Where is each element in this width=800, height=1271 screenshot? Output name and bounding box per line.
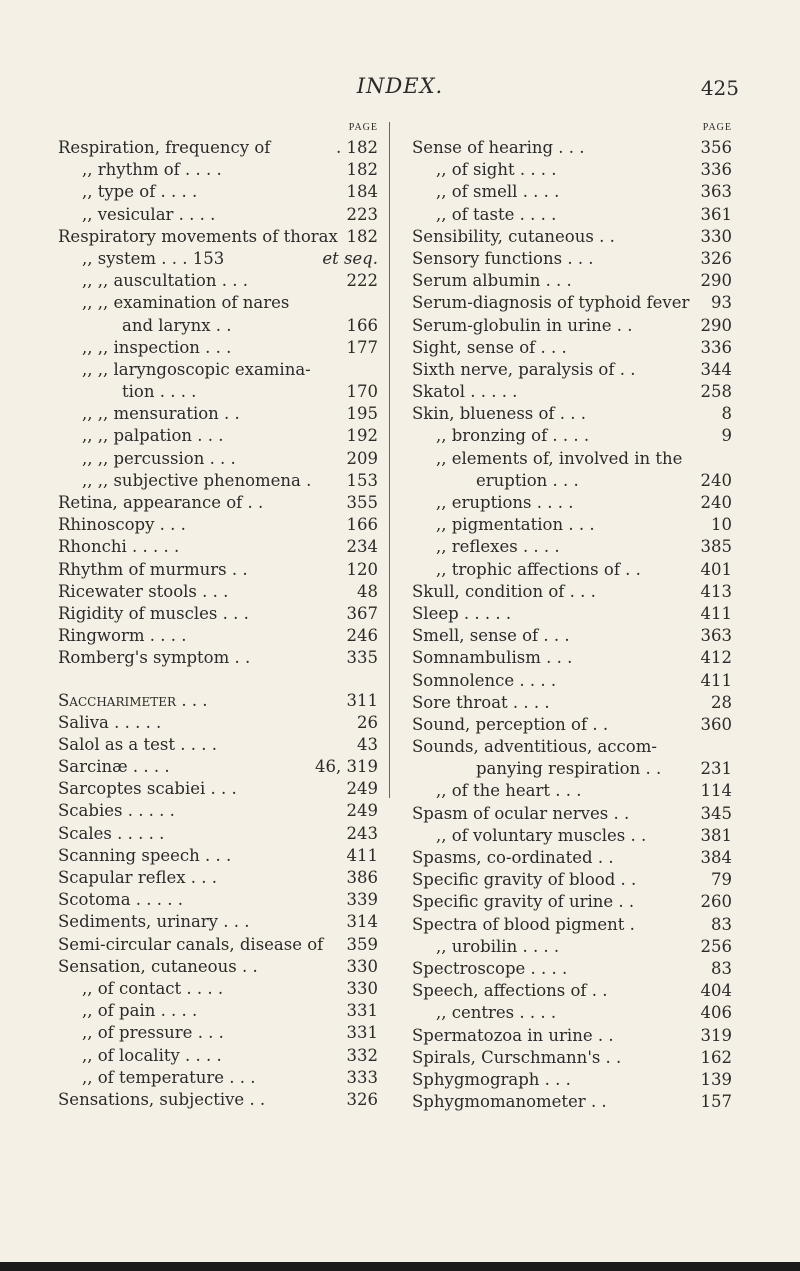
entry-page: 290 [700, 315, 732, 335]
entry-term: ,, ,, percussion . . . [82, 448, 236, 468]
index-entry [412, 536, 732, 558]
index-entry [58, 204, 378, 226]
entry-term: ,, ,, auscultation . . . [82, 271, 248, 291]
entry-page: 166 [346, 315, 378, 335]
entry-page: 331 [346, 1001, 378, 1021]
entry-page: 231 [700, 759, 732, 779]
index-entry [412, 914, 732, 936]
index-entry [58, 381, 378, 403]
column-divider [389, 122, 390, 798]
entry-page: 157 [700, 1092, 732, 1112]
entry-term: Sensation, cutaneous . . [58, 956, 258, 976]
index-entry [58, 248, 378, 270]
entry-page: 411 [700, 670, 732, 690]
index-entry [412, 581, 732, 603]
entry-page: 411 [346, 845, 378, 865]
index-entry [58, 403, 378, 425]
index-entry [412, 448, 732, 470]
entry-page: 381 [700, 825, 732, 845]
entry-page: 258 [700, 382, 732, 402]
entry-page: 184 [346, 182, 378, 202]
entry-term: ,, of pain . . . . [82, 1001, 198, 1021]
index-entry [412, 692, 732, 714]
entry-term: ,, ,, laryngoscopic examina- [82, 359, 311, 379]
index-entry [412, 226, 732, 248]
index-entry [412, 625, 732, 647]
entry-page: 222 [346, 271, 378, 291]
index-entry [412, 270, 732, 292]
entry-term: ,, of sight . . . . [436, 160, 557, 180]
entry-term: Sixth nerve, paralysis of . . [412, 359, 636, 379]
entry-page: 314 [346, 912, 378, 932]
index-entry [58, 889, 378, 911]
entry-page: 361 [700, 204, 732, 224]
entry-page: 43 [357, 734, 378, 754]
entry-term: Sore throat . . . . [412, 692, 550, 712]
index-entry [58, 292, 378, 314]
page-label: PAGE [348, 122, 378, 133]
entry-term: Sound, perception of . . [412, 714, 609, 734]
entry-page: 260 [700, 892, 732, 912]
entry-page: 223 [346, 204, 378, 224]
index-entry [412, 181, 732, 203]
entry-page: 177 [346, 337, 378, 357]
entry-term: ,, of pressure . . . [82, 1023, 224, 1043]
entry-term: Saccharimeter . . . [58, 690, 208, 710]
entry-page: 195 [346, 404, 378, 424]
entry-term: ,, ,, mensuration . . [82, 404, 240, 424]
index-entry [58, 934, 378, 956]
index-entry [412, 825, 732, 847]
entry-page: 166 [346, 515, 378, 535]
index-entry [58, 1045, 378, 1067]
entry-page: 355 [346, 493, 378, 512]
page-number: 425 [700, 76, 739, 100]
index-entry [412, 1025, 732, 1047]
entry-page: 336 [700, 160, 732, 180]
index-entry [412, 425, 732, 447]
entry-term: ,, vesicular . . . . [82, 204, 216, 224]
entry-page: 404 [700, 981, 732, 1001]
entry-page: 243 [346, 823, 378, 843]
entry-term: Sounds, adventitious, accom- [412, 737, 657, 757]
index-entry [58, 712, 378, 734]
index-entry [412, 1002, 732, 1024]
entries-list [58, 137, 378, 1111]
index-entry [58, 315, 378, 337]
entry-term: ,, ,, inspection . . . [82, 337, 232, 357]
entry-page: 120 [346, 559, 378, 579]
entry-term: Sarcinæ . . . . [58, 757, 170, 777]
entry-page: 333 [346, 1067, 378, 1087]
index-entry [58, 359, 378, 381]
entry-term: Serum-globulin in urine . . [412, 315, 633, 335]
index-entry [412, 248, 732, 270]
entry-page: 28 [711, 692, 732, 712]
entry-term: ,, bronzing of . . . . [436, 426, 590, 446]
entry-page: 48 [357, 581, 378, 601]
entry-term: ,, of contact . . . . [82, 978, 224, 998]
entry-term: Scapular reflex . . . [58, 868, 218, 887]
entry-term: Sensations, subjective . . [58, 1089, 266, 1109]
entry-term: Romberg's symptom . . [58, 648, 251, 668]
entry-page: 249 [346, 779, 378, 799]
entry-page: 209 [346, 448, 378, 468]
index-entry [58, 181, 378, 203]
entry-page: 356 [700, 138, 732, 157]
entry-page: 170 [346, 382, 378, 402]
entry-page: 256 [700, 936, 732, 956]
entry-term: Rhinoscopy . . . [58, 515, 186, 535]
entry-page: 249 [346, 801, 378, 821]
entry-term: Somnolence . . . . [412, 670, 557, 690]
index-entry [58, 448, 378, 470]
entry-page: 363 [700, 182, 732, 202]
index-entry [412, 1091, 732, 1113]
entry-term: ,, of temperature . . . [82, 1067, 256, 1087]
index-entry [412, 337, 732, 359]
entry-page: 339 [346, 890, 378, 910]
index-entry [412, 292, 732, 314]
entry-page: 9 [721, 426, 732, 446]
index-entry [58, 559, 378, 581]
index-entry [412, 470, 732, 492]
entry-page: 331 [346, 1023, 378, 1043]
entry-term: Skin, blueness of . . . [412, 404, 587, 424]
index-entry [412, 381, 732, 403]
index-entry [58, 625, 378, 647]
entry-term: ,, centres . . . . [436, 1003, 557, 1023]
entry-term: Scotoma . . . . . [58, 890, 183, 910]
entry-term: Sphygmomanometer . . [412, 1092, 607, 1112]
entry-page: 114 [700, 781, 732, 801]
entry-term: Smell, sense of . . . [412, 626, 570, 646]
entry-page: 406 [700, 1003, 732, 1023]
entry-page: 385 [700, 537, 732, 557]
entry-term: ,, reflexes . . . . [436, 537, 560, 557]
entry-page: 182 [346, 226, 378, 246]
entry-page: 319 [700, 1025, 732, 1045]
page-title: INDEX. [356, 74, 444, 98]
index-entry [58, 270, 378, 292]
entry-term: Serum-diagnosis of typhoid fever [412, 293, 690, 313]
index-entry [58, 581, 378, 603]
index-entry [412, 736, 732, 758]
entry-term: Sight, sense of . . . [412, 337, 567, 357]
entry-term: Sensory functions . . . [412, 248, 594, 268]
index-entry [58, 647, 378, 669]
entry-page: 411 [700, 603, 732, 623]
entry-term: Sensibility, cutaneous . . [412, 226, 615, 246]
index-entry [58, 226, 378, 248]
entry-term: Skatol . . . . . [412, 382, 518, 402]
index-entry [58, 492, 378, 514]
entry-page: 413 [700, 581, 732, 601]
index-entry [58, 734, 378, 756]
entry-term: Rigidity of muscles . . . [58, 603, 249, 623]
index-entry [58, 1089, 378, 1111]
entry-page: 359 [346, 934, 378, 954]
index-entry [412, 714, 732, 736]
page-header [0, 74, 800, 104]
index-entry [412, 137, 732, 159]
entry-term: Sense of hearing . . . [412, 138, 585, 157]
index-entry [58, 823, 378, 845]
entry-term: Spasms, co-ordinated . . [412, 848, 614, 867]
entry-page: 386 [346, 868, 378, 887]
entry-term: ,, of taste . . . . [436, 204, 557, 224]
entry-page: 83 [711, 958, 732, 978]
entry-page: 83 [711, 914, 732, 934]
index-entry [412, 159, 732, 181]
index-entry [412, 936, 732, 958]
entry-page: 311 [346, 690, 378, 710]
index-entry [412, 758, 732, 780]
entry-term: Respiratory movements of thorax [58, 226, 338, 246]
entry-page: 10 [711, 515, 732, 535]
entry-term: Speech, affections of . . [412, 981, 608, 1001]
entry-page: 182 [346, 160, 378, 180]
entry-page: 46, 319 [315, 757, 378, 777]
entry-page: 326 [346, 1089, 378, 1109]
entry-term: Spermatozoa in urine . . [412, 1025, 614, 1045]
index-entry [412, 204, 732, 226]
index-entry [58, 159, 378, 181]
index-column-left [58, 122, 378, 1111]
entry-term: Somnambulism . . . [412, 648, 573, 668]
entry-page: 330 [346, 978, 378, 998]
index-entry [412, 603, 732, 625]
index-entry [412, 647, 732, 669]
page-edge [0, 1262, 800, 1271]
entry-term: ,, eruptions . . . . [436, 493, 574, 512]
page-label: PAGE [702, 122, 732, 133]
entry-page: 162 [700, 1047, 732, 1067]
entries-list [412, 137, 732, 1113]
index-entry [58, 800, 378, 822]
entry-page: 246 [346, 626, 378, 646]
index-entry [412, 670, 732, 692]
entry-page: 335 [346, 648, 378, 668]
index-entry [412, 1069, 732, 1091]
entry-term: ,, of smell . . . . [436, 182, 560, 202]
entry-term: Respiration, frequency of [58, 138, 271, 157]
entry-term: panying respiration . . [476, 759, 662, 779]
entry-page: 367 [346, 603, 378, 623]
entry-term: ,, system . . . 153 [82, 248, 225, 268]
entry-term: Semi-circular canals, disease of [58, 934, 324, 954]
entry-page: 240 [700, 493, 732, 512]
entry-term: Rhonchi . . . . . [58, 537, 180, 557]
entry-page: 234 [346, 537, 378, 557]
entry-page: 240 [700, 470, 732, 490]
entry-term: ,, type of . . . . [82, 182, 198, 202]
entry-page: 330 [346, 956, 378, 976]
entry-term: Spasm of ocular nerves . . [412, 803, 630, 823]
index-entry [58, 137, 378, 159]
entry-term: Sediments, urinary . . . [58, 912, 250, 932]
entry-page: 345 [700, 803, 732, 823]
entry-page: 336 [700, 337, 732, 357]
entry-term: Retina, appearance of . . [58, 493, 264, 512]
entry-term: Specific gravity of urine . . [412, 892, 635, 912]
entry-page: 290 [700, 271, 732, 291]
entry-term: ,, rhythm of . . . . [82, 160, 222, 180]
index-entry [58, 756, 378, 778]
entry-page: 8 [721, 404, 732, 424]
entry-term: Ricewater stools . . . [58, 581, 229, 601]
entry-term: Serum albumin . . . [412, 271, 572, 291]
index-entry [58, 337, 378, 359]
entry-page: 401 [700, 559, 732, 579]
entry-term: Sleep . . . . . [412, 603, 512, 623]
index-entry [58, 470, 378, 492]
entry-page: 26 [357, 712, 378, 732]
entry-page: 93 [711, 293, 732, 313]
index-entry [412, 869, 732, 891]
index-entry [58, 978, 378, 1000]
index-entry [412, 403, 732, 425]
entry-page: 412 [700, 648, 732, 668]
entry-term: Skull, condition of . . . [412, 581, 596, 601]
index-entry [58, 867, 378, 889]
index-entry [412, 847, 732, 869]
index-entry [58, 956, 378, 978]
index-entry [412, 559, 732, 581]
index-entry [58, 603, 378, 625]
entry-page: et seq. [322, 248, 378, 268]
entry-term: eruption . . . [476, 470, 579, 490]
index-entry [58, 845, 378, 867]
entry-page: 153 [346, 470, 378, 490]
entry-term: ,, elements of, involved in the [436, 448, 683, 468]
entry-term: Sarcoptes scabiei . . . [58, 779, 237, 799]
index-entry [412, 958, 732, 980]
index-entry [58, 514, 378, 536]
entry-term: ,, ,, examination of nares [82, 293, 290, 313]
entry-page: 79 [711, 870, 732, 890]
entry-page: 332 [346, 1045, 378, 1065]
entry-page: 330 [700, 226, 732, 246]
entry-page: 139 [700, 1069, 732, 1089]
entry-term: Ringworm . . . . [58, 626, 187, 646]
entry-term: Sphygmograph . . . [412, 1069, 571, 1089]
entry-term: tion . . . . [122, 382, 197, 402]
index-entry [412, 514, 732, 536]
entry-term: ,, of voluntary muscles . . [436, 825, 647, 845]
index-entry [412, 315, 732, 337]
entry-term: ,, of the heart . . . [436, 781, 582, 801]
entry-term: Specific gravity of blood . . [412, 870, 637, 890]
index-entry [412, 980, 732, 1002]
entry-page: 363 [700, 626, 732, 646]
index-entry [412, 1047, 732, 1069]
entry-term: Spectra of blood pigment . [412, 914, 635, 934]
index-entry [58, 1000, 378, 1022]
entry-term: ,, pigmentation . . . [436, 515, 595, 535]
entry-term: ,, ,, subjective phenomena . [82, 470, 312, 490]
entry-term: ,, ,, palpation . . . [82, 426, 224, 446]
index-entry [412, 891, 732, 913]
index-entry [412, 803, 732, 825]
entry-term: Scabies . . . . . [58, 801, 175, 821]
entry-page: 344 [700, 359, 732, 379]
index-entry [412, 780, 732, 802]
entry-term: Spectroscope . . . . [412, 958, 568, 978]
entry-term: Scales . . . . . [58, 823, 165, 843]
entry-term: Rhythm of murmurs . . [58, 559, 248, 579]
index-entry [412, 359, 732, 381]
index-entry [412, 492, 732, 514]
index-column-right [412, 122, 732, 1113]
index-entry [58, 690, 378, 712]
entry-term: and larynx . . [122, 315, 232, 335]
index-entry [58, 778, 378, 800]
entry-page: 360 [700, 714, 732, 734]
entry-term: ,, of locality . . . . [82, 1045, 222, 1065]
index-entry [58, 911, 378, 933]
entry-term: Salol as a test . . . . [58, 734, 217, 754]
entry-term: Spirals, Curschmann's . . [412, 1047, 622, 1067]
index-entry [58, 536, 378, 558]
entry-page: 384 [700, 848, 732, 867]
entry-term: ,, trophic affections of . . [436, 559, 641, 579]
index-entry [58, 425, 378, 447]
entry-term: Saliva . . . . . [58, 712, 162, 732]
entry-page: . 182 [336, 138, 378, 157]
index-entry [58, 1067, 378, 1089]
entry-term: Scanning speech . . . [58, 845, 232, 865]
entry-page: 192 [346, 426, 378, 446]
index-entry [58, 1022, 378, 1044]
entry-page: 326 [700, 248, 732, 268]
entry-term: ,, urobilin . . . . [436, 936, 560, 956]
